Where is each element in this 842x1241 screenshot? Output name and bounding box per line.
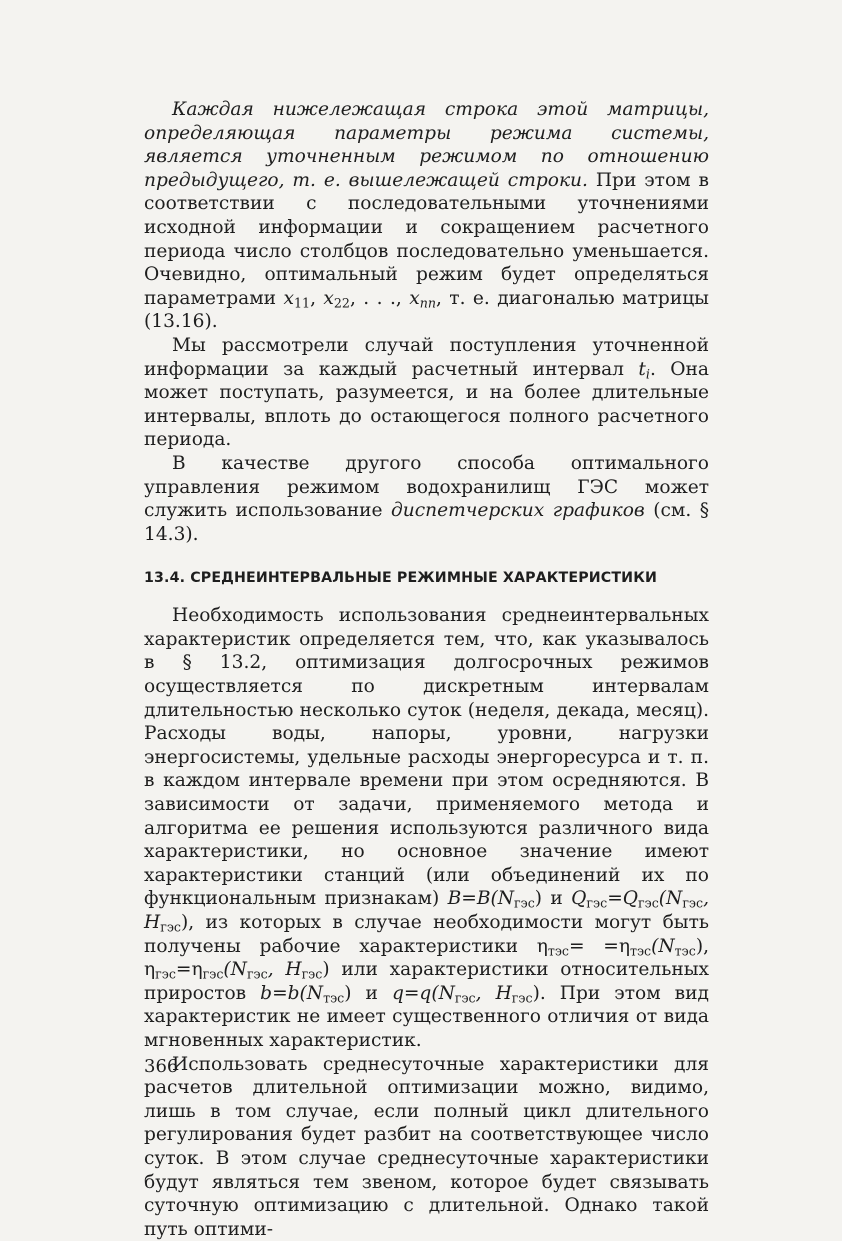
paragraph-daily-characteristics: Использовать среднесуточные характеристики для расчетов длительной оптимизации можно, видимо, лишь в том случае, если полный цикл длительного регулирования будет разбит на соответствующее число суток. В этом случае среднесуточные характеристики будут являться тем звеном, которое будет связывать суточную оптимизацию с длительной. Однако такой путь оптими- <box>144 1053 709 1240</box>
text-column <box>144 98 709 1241</box>
paragraph-dispatch-graphs: В качестве другого способа оптимального управления режимом водохранилищ ГЭС может служить использование диспетчерских графиков (см. § 14.3). <box>144 452 709 545</box>
page-number: 366 <box>144 1056 179 1077</box>
italic-term: диспетчерских графиков <box>391 500 645 522</box>
italic-statement: Каждая нижележащая строка этой матрицы, определяющая параметры режима системы, является уточненным режимом по отношению предыдущего, т. е. вышележащей строки. <box>144 99 709 191</box>
paragraph-matrix-rows: Каждая нижележащая строка этой матрицы, определяющая параметры режима системы, является уточненным режимом по отношению предыдущего, т. е. вышележащей строки. При этом в соответствии с последовательными уточнениями исходной информации и сокращением расчетного периода число столбцов последовательно уменьшается. Очевидно, оптимальный режим будет определяться параметрами $x_{11}$, $x_{22}$, . . ., $x_{nn}$, т. е. диагональю матрицы (13.16). <box>144 99 709 333</box>
paragraph-interval-characteristics: Необходимость использования среднеинтервальных характеристик определяется тем, что, как указывалось в § 13.2, оптимизация долгосрочных режимов осуществляется по дискретным интервалам длительностью несколько суток (неделя, декада, месяц). Расходы воды, напоры, уровни, нагрузки энергосистемы, удельные расходы энергоресурса и т. п. в каждом интервале времени при этом осредняются. В зависимости от задачи, применяемого метода и алгоритма ее решения используются различного вида характеристики, но основное значение имеют характеристики станций (или объединений их по функциональным признакам) $B=B(N_{гэс})$ и $Q_{гэс}=Q_{гэс}(N_{гэс}$, $H_{гэс}$), из которых в случае необходимости могут быть получены рабочие характеристики $\eta_{тэс}= =\eta_{тэс}(N_{тэс})$, $\eta_{гэс}=\eta_{гэс}(N_{гэс}$, $H_{гэс}$) или характеристики относительных приростов $b=b(N_{тэс})$ и $q=q(N_{гэс}$, $H_{гэс}$). При этом вид характеристик не имеет существенного отличия от вида мгновенных характеристик. <box>144 605 709 1051</box>
section-heading: 13.4. СРЕДНЕИНТЕРВАЛЬНЫЕ РЕЖИМНЫЕ ХАРАКТЕРИСТИКИ <box>144 570 657 587</box>
paragraph-refined-info: Мы рассмотрели случай поступления уточненной информации за каждый расчетный интервал $t_i$. Она может поступать, разумеется, и на более длительные интервалы, вплоть до остающегося полного расчетного периода. <box>144 334 710 451</box>
